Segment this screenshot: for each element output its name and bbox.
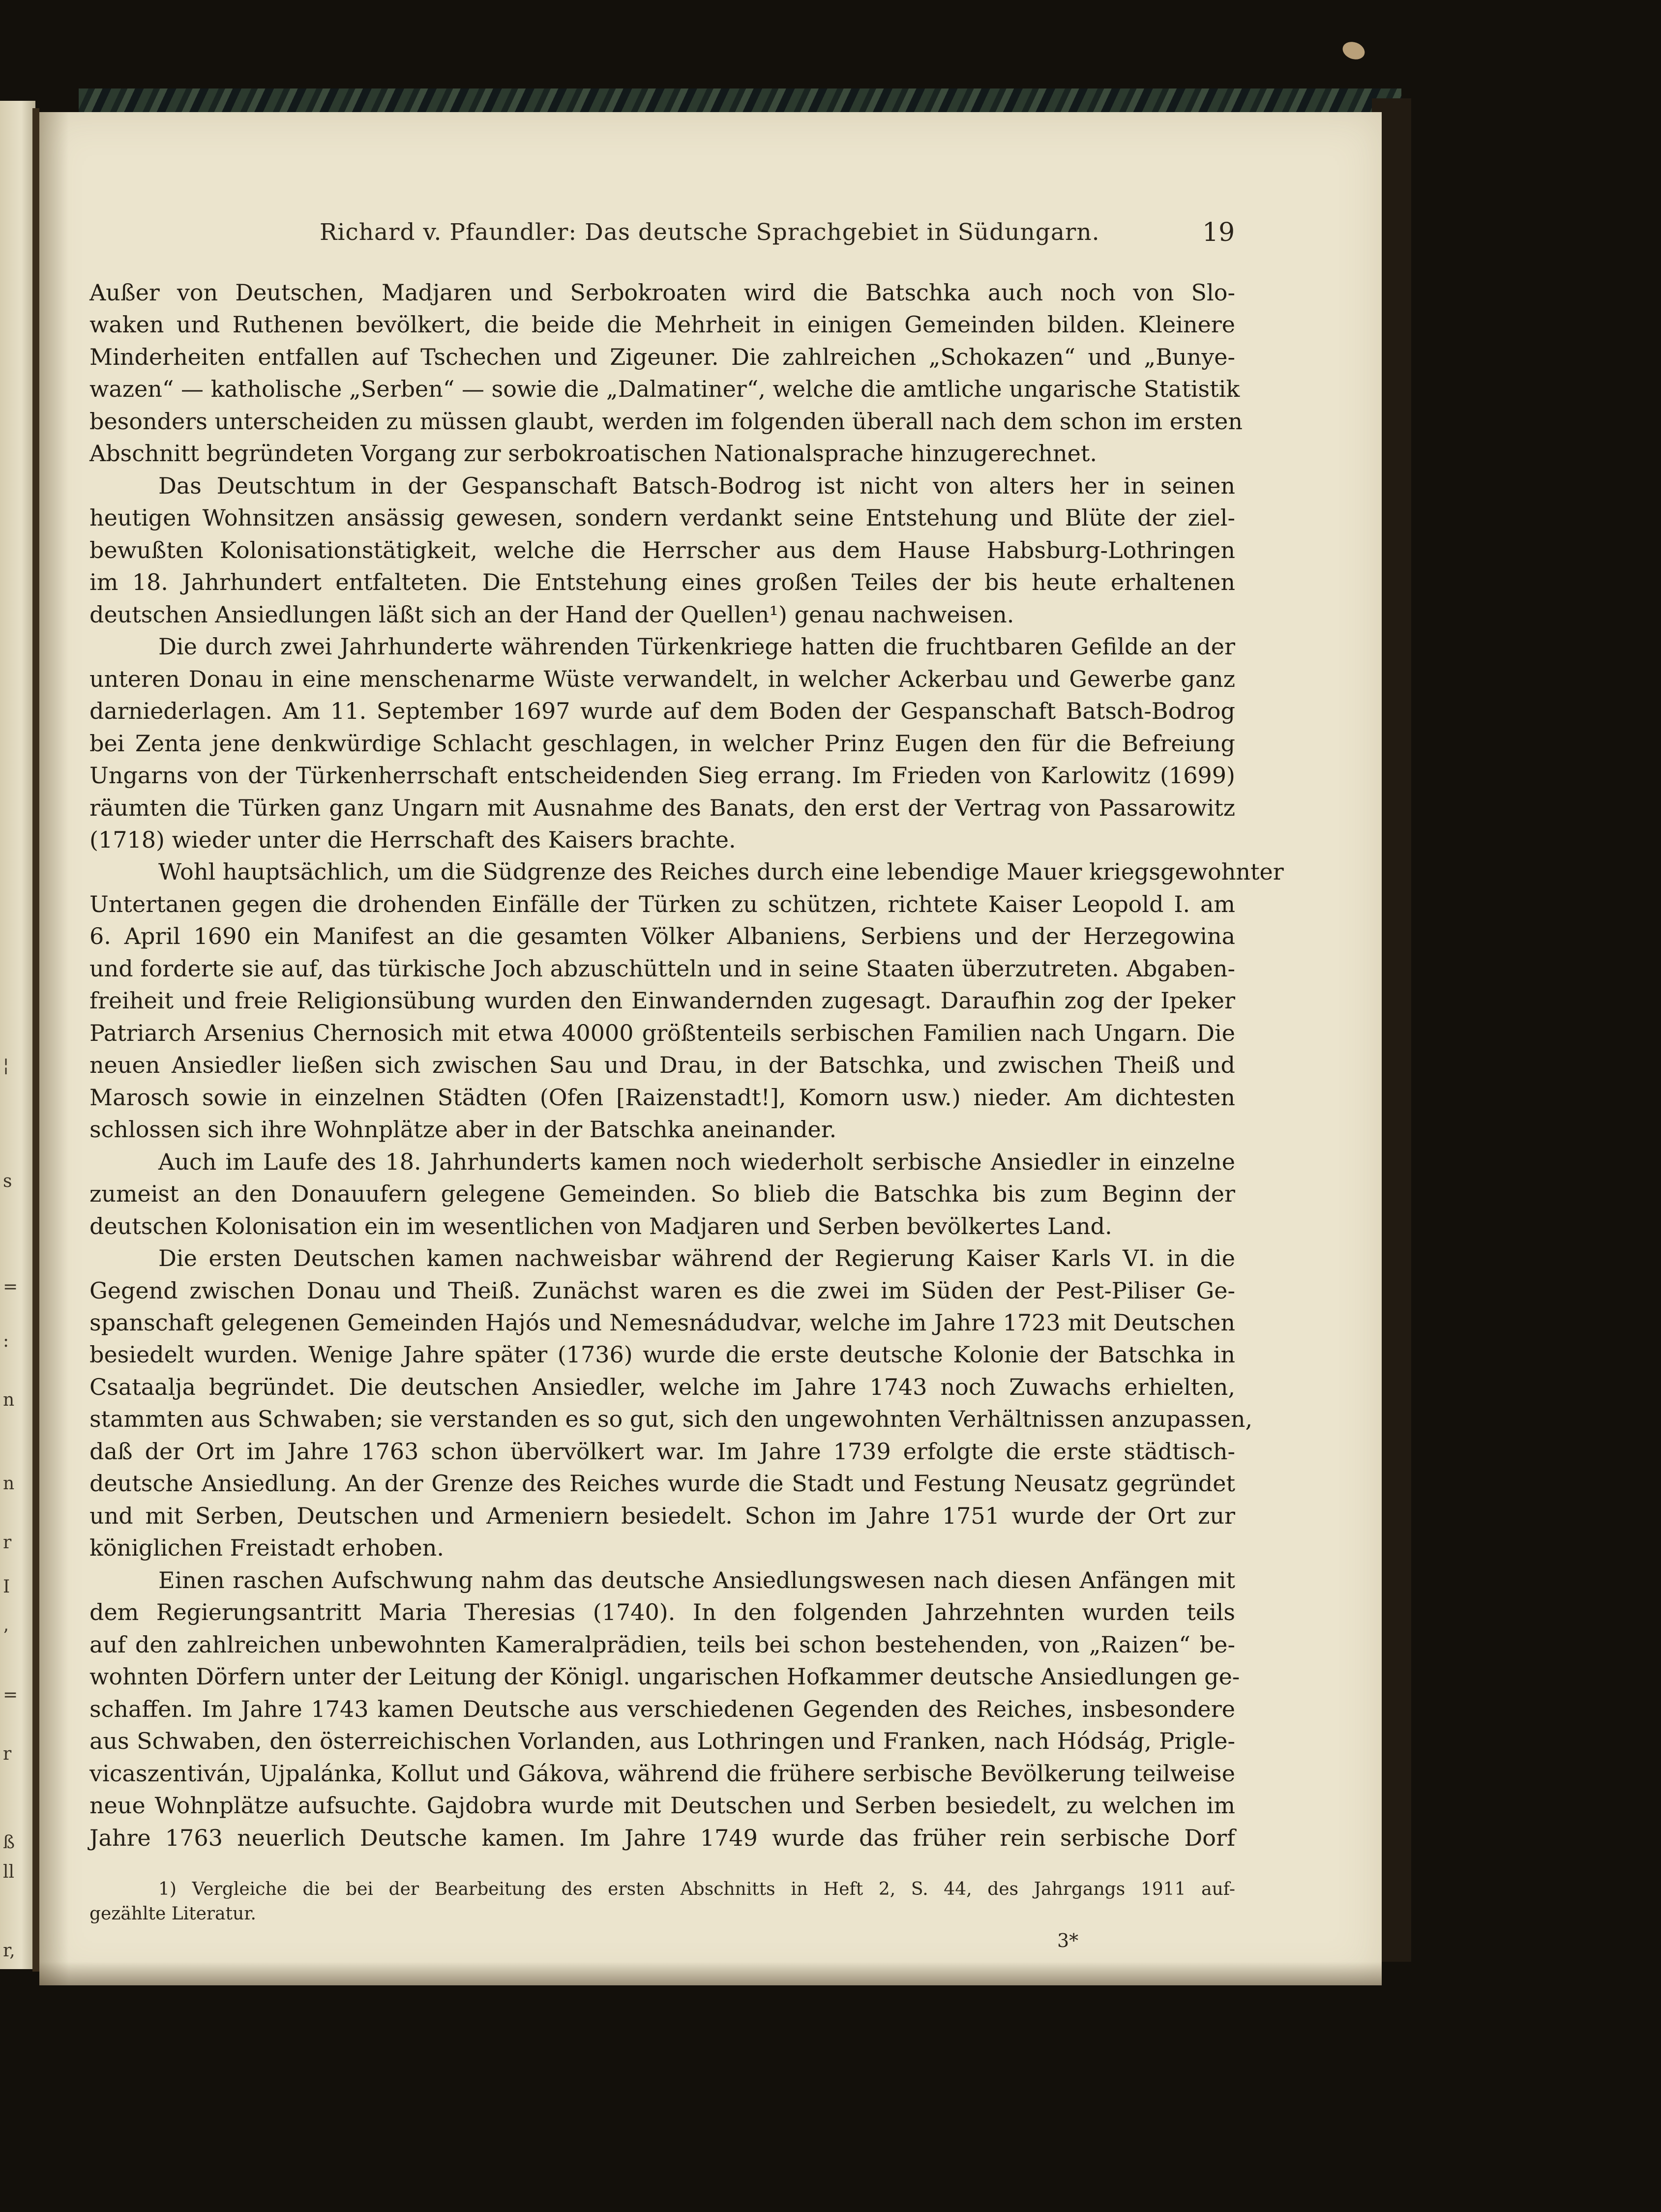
- text-line: wazen“ — katholische „Serben“ — sowie die „Dalmatiner“, welche die amtliche ungarische Statistik: [89, 376, 1240, 403]
- text-line: bei Zenta jene denkwürdige Schlacht geschlagen, in welcher Prinz Eugen den für die Befreiung: [89, 730, 1235, 757]
- text-line: Auch im Laufe des 18. Jahrhunderts kamen noch wiederholt serbische Ansiedler in einzelne: [158, 1148, 1235, 1175]
- text-line: neue Wohnplätze aufsuchte. Gajdobra wurde mit Deutschen und Serben besiedelt, zu welchen im: [89, 1792, 1235, 1819]
- margin-glyph: r: [3, 1744, 12, 1764]
- page-number: 19: [1202, 218, 1235, 247]
- text-line: stammten aus Schwaben; sie verstanden es so gut, sich den ungewohnten Verhältnissen anzupassen,: [89, 1406, 1253, 1433]
- footnote-line: 1) Vergleiche die bei der Bearbeitung des ersten Abschnitts in Heft 2, S. 44, des Jahrgangs 1911 auf-: [158, 1879, 1235, 1899]
- text-line: Untertanen gegen die drohenden Einfälle der Türken zu schützen, richtete Kaiser Leopold I. am: [89, 890, 1235, 917]
- footnote: [89, 1877, 1235, 1926]
- text-line: Die ersten Deutschen kamen nachweisbar während der Regierung Kaiser Karls VI. in die: [158, 1245, 1235, 1272]
- text-line: besonders unterscheiden zu müssen glaubt, werden im folgenden überall nach dem schon im ersten: [89, 408, 1243, 435]
- margin-glyph: ll: [3, 1862, 15, 1882]
- text-line: Gegend zwischen Donau und Theiß. Zunächst waren es die zwei im Süden der Pest-Piliser Ge-: [89, 1277, 1235, 1304]
- signature-mark: 3*: [1057, 1930, 1079, 1951]
- text-line: schaffen. Im Jahre 1743 kamen Deutsche aus verschiedenen Gegenden des Reiches, insbesondere: [89, 1695, 1235, 1722]
- margin-glyph: ¦: [3, 1056, 9, 1076]
- text-line: Minderheiten entfallen auf Tschechen und Zigeuner. Die zahlreichen „Schokazen“ und „Bunye-: [89, 343, 1235, 370]
- text-line: Wohl hauptsächlich, um die Südgrenze des Reiches durch eine lebendige Mauer kriegsgewohnter: [158, 858, 1284, 885]
- text-line: Jahre 1763 neuerlich Deutsche kamen. Im Jahre 1749 wurde das früher rein serbische Dorf: [89, 1824, 1235, 1851]
- margin-glyph: ß: [3, 1832, 15, 1853]
- text-line: deutschen Kolonisation ein im wesentlichen von Madjaren und Serben bevölkertes Land.: [89, 1212, 1112, 1239]
- body-text: [89, 277, 1284, 1854]
- text-line: zumeist an den Donauufern gelegene Gemeinden. So blieb die Batschka bis zum Beginn der: [89, 1180, 1235, 1208]
- margin-glyph: r: [3, 1533, 12, 1553]
- text-line: darniederlagen. Am 11. September 1697 wurde auf dem Boden der Gespanschaft Batsch-Bodrog: [89, 698, 1235, 725]
- book-gutter: [32, 108, 39, 1972]
- text-line: im 18. Jahrhundert entfalteten. Die Entstehung eines großen Teiles der bis heute erhaltenen: [89, 569, 1235, 596]
- text-line: waken und Ruthenen bevölkert, die beide die Mehrheit in einigen Gemeinden bilden. Kleinere: [89, 311, 1235, 338]
- gutter-shadow: [39, 112, 69, 1985]
- text-line: und forderte sie auf, das türkische Joch abzuschütteln und in seine Staaten überzutreten. Abgaben-: [89, 955, 1235, 982]
- text-line: aus Schwaben, den österreichischen Vorlanden, aus Lothringen und Franken, nach Hódság, Prigle-: [89, 1728, 1235, 1755]
- text-line: 6. April 1690 ein Manifest an die gesamten Völker Albaniens, Serbiens und der Herzegowina: [89, 923, 1235, 950]
- text-line: auf den zahlreichen unbewohnten Kameralprädien, teils bei schon bestehenden, von „Raizen“ be-: [89, 1631, 1235, 1658]
- text-line: dem Regierungsantritt Maria Theresias (1740). In den folgenden Jahrzehnten wurden teils: [89, 1599, 1235, 1626]
- text-line: Das Deutschtum in der Gespanschaft Batsch-Bodrog ist nicht von alters her in seinen: [158, 472, 1235, 499]
- margin-glyph: ’: [3, 1626, 9, 1646]
- text-line: Marosch sowie in einzelnen Städten (Ofen [Raizenstadt!], Komorn usw.) nieder. Am dichtesten: [89, 1084, 1235, 1111]
- text-line: spanschaft gelegenen Gemeinden Hajós und Nemesnádudvar, welche im Jahre 1723 mit Deutschen: [89, 1309, 1235, 1336]
- text-line: deutsche Ansiedlung. An der Grenze des Reiches wurde die Stadt und Festung Neusatz gegründet: [89, 1470, 1235, 1497]
- text-line: schlossen sich ihre Wohnplätze aber in der Batschka aneinander.: [89, 1116, 837, 1143]
- text-line: unteren Donau in eine menschenarme Wüste verwandelt, in welcher Ackerbau und Gewerbe ganz: [89, 665, 1235, 692]
- text-line: Außer von Deutschen, Madjaren und Serbokroaten wird die Batschka auch noch von Slo-: [89, 279, 1235, 306]
- margin-glyph: n: [3, 1390, 15, 1410]
- text-line: Ungarns von der Türkenherrschaft entscheidenden Sieg errang. Im Frieden von Karlowitz (1699): [89, 762, 1235, 789]
- text-line: königlichen Freistadt erhoben.: [89, 1534, 444, 1562]
- text-line: daß der Ort im Jahre 1763 schon übervölkert war. Im Jahre 1739 erfolgte die erste städtisch-: [89, 1438, 1235, 1465]
- text-line: Patriarch Arsenius Chernosich mit etwa 40000 größtenteils serbischen Familien nach Ungarn. Die: [89, 1019, 1235, 1046]
- text-line: Einen raschen Aufschwung nahm das deutsche Ansiedlungswesen nach diesen Anfängen mit: [158, 1566, 1235, 1593]
- running-head: Richard v. Pfaundler: Das deutsche Sprachgebiet in Südungarn.: [320, 219, 1100, 246]
- paper-smudge: [1340, 39, 1367, 62]
- text-line: vicaszentiván, Ujpalánka, Kollut und Gákova, während die frühere serbische Bevölkerung teilweise: [89, 1760, 1235, 1787]
- text-line: (1718) wieder unter die Herrschaft des Kaisers brachte.: [89, 826, 736, 853]
- text-line: Die durch zwei Jahrhunderte währenden Türkenkriege hatten die fruchtbaren Gefilde an der: [158, 633, 1235, 660]
- margin-glyph: s: [3, 1171, 12, 1191]
- margin-glyph: r,: [3, 1941, 15, 1961]
- footnote-line: gezählte Literatur.: [89, 1904, 256, 1924]
- bottom-shadow: [39, 1962, 1382, 1985]
- text-line: bewußten Kolonisationstätigkeit, welche die Herrscher aus dem Hause Habsburg-Lothringen: [89, 536, 1235, 563]
- text-line: freiheit und freie Religionsübung wurden den Einwandernden zugesagt. Daraufhin zog der Ipeker: [89, 987, 1235, 1014]
- text-line: und mit Serben, Deutschen und Armeniern besiedelt. Schon im Jahre 1751 wurde der Ort zur: [89, 1502, 1235, 1529]
- text-line: Csataalja begründet. Die deutschen Ansiedler, welche im Jahre 1743 noch Zuwachs erhielten,: [89, 1373, 1235, 1400]
- text-line: deutschen Ansiedlungen läßt sich an der Hand der Quellen¹) genau nachweisen.: [89, 601, 1014, 628]
- text-line: neuen Ansiedler ließen sich zwischen Sau und Drau, in der Batschka, und zwischen Theiß und: [89, 1052, 1235, 1079]
- text-line: wohnten Dörfern unter der Leitung der Königl. ungarischen Hofkammer deutsche Ansiedlungen ge-: [89, 1663, 1240, 1690]
- margin-glyph: I: [3, 1577, 10, 1597]
- text-line: räumten die Türken ganz Ungarn mit Ausnahme des Banats, den erst der Vertrag von Passarowitz: [89, 794, 1235, 821]
- text-line: Abschnitt begründeten Vorgang zur serbokroatischen Nationalsprache hinzugerechnet.: [89, 440, 1097, 467]
- margin-glyph: =: [3, 1277, 18, 1297]
- margin-glyph: =: [3, 1685, 18, 1705]
- margin-glyph: n: [3, 1474, 15, 1494]
- text-line: heutigen Wohnsitzen ansässig gewesen, sondern verdankt seine Entstehung und Blüte der ziel-: [89, 504, 1235, 531]
- text-line: besiedelt wurden. Wenige Jahre später (1736) wurde die erste deutsche Kolonie der Batschka in: [89, 1341, 1235, 1368]
- margin-glyph: :: [3, 1331, 9, 1351]
